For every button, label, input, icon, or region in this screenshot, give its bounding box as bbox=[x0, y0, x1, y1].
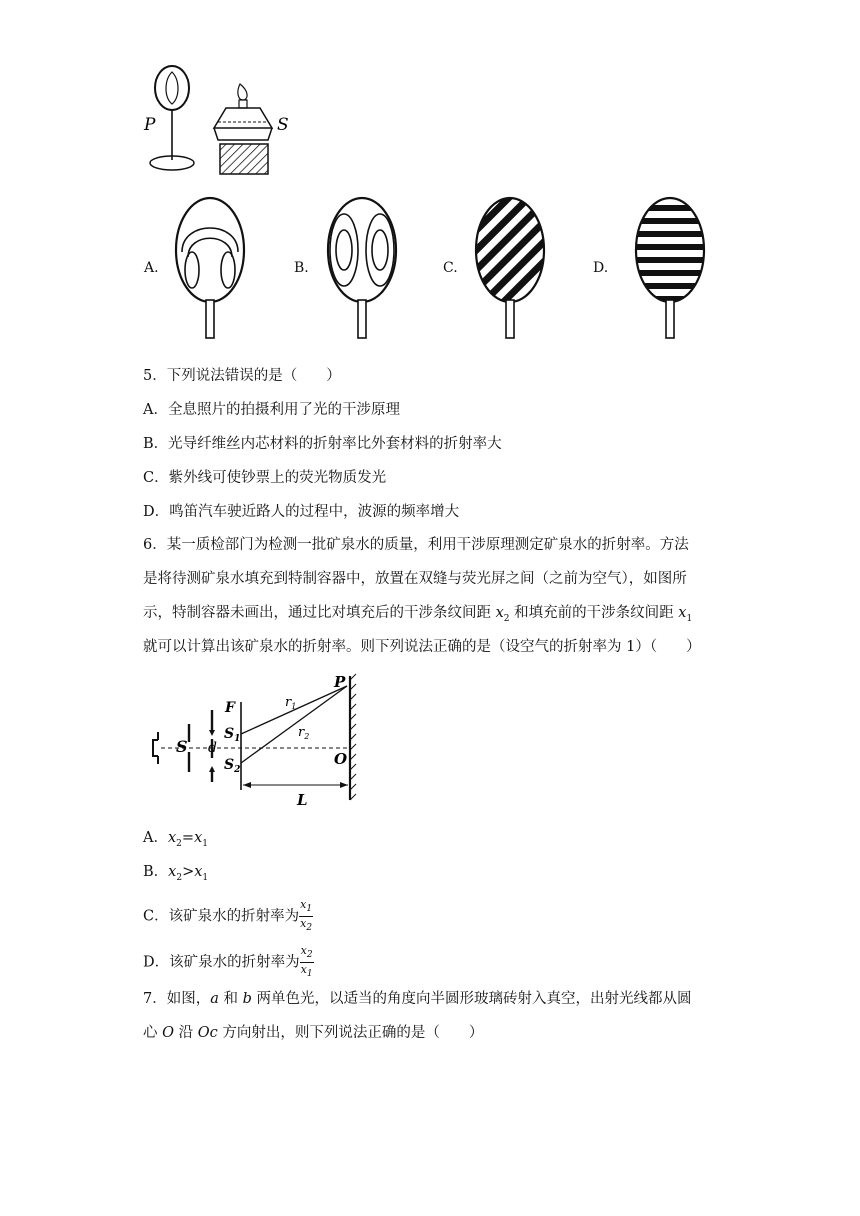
screen-and-lamp-figure bbox=[140, 60, 300, 180]
q5-option-a: A．全息照片的拍摄利用了光的干涉原理 bbox=[143, 402, 400, 418]
label-p: P bbox=[144, 115, 156, 135]
option-d-figure bbox=[630, 192, 710, 342]
q5-option-b: B．光导纤维丝内芯材料的折射率比外套材料的折射率大 bbox=[143, 436, 502, 452]
q6-stem-line3: 示，特制容器未画出，通过比对填充后的干涉条纹间距 $x_2$ 和填充前的干涉条纹间距 $x_1$ bbox=[143, 605, 693, 624]
q5-stem: 5．下列说法错误的是（ ） bbox=[143, 368, 341, 384]
svg-text:O: O bbox=[334, 750, 348, 768]
q5-option-c: C．紫外线可使钞票上的荧光物质发光 bbox=[143, 470, 387, 486]
q7-stem-line1: 7．如图，a 和 b 两单色光，以适当的角度向半圆形玻璃砖射入真空，出射光线都从圆 bbox=[143, 991, 692, 1007]
svg-text:S1: $S_1$ bbox=[224, 726, 241, 744]
lamp-stand bbox=[220, 144, 268, 174]
svg-text:S2: $S_2$ bbox=[224, 757, 241, 775]
flame-image bbox=[166, 72, 178, 104]
svg-text:F: F bbox=[225, 700, 235, 716]
svg-text:S: S bbox=[176, 737, 188, 756]
svg-text:L: L bbox=[297, 791, 308, 809]
svg-text:P: P bbox=[334, 673, 346, 691]
option-b-figure bbox=[322, 192, 402, 342]
option-c-figure bbox=[470, 192, 550, 342]
q5-option-d: D．鸣笛汽车驶近路人的过程中，波源的频率增大 bbox=[143, 504, 460, 520]
q6-stem-line1: 6．某一质检部门为检测一批矿泉水的质量，利用干涉原理测定矿泉水的折射率。方法 bbox=[143, 537, 689, 553]
svg-text:d: d bbox=[208, 740, 217, 756]
option-b-label: B. bbox=[294, 260, 309, 276]
option-d-label: D. bbox=[593, 260, 609, 276]
option-c-label: C. bbox=[443, 260, 458, 276]
option-a-label: A. bbox=[144, 260, 159, 276]
lamp-body bbox=[214, 108, 272, 128]
q6-option-a: A．$x_2=x_1$ bbox=[143, 830, 208, 849]
q6-option-d: D．该矿泉水的折射率为 $\frac{x_2}{x_1}$ bbox=[143, 944, 313, 980]
svg-text:r1: $r_1$ bbox=[285, 695, 297, 711]
lamp-flame bbox=[238, 84, 247, 100]
q7-stem-line2: 心 O 沿 Oc 方向射出，则下列说法正确的是（ ） bbox=[143, 1025, 484, 1041]
q6-stem-line4: 就可以计算出该矿泉水的折射率。则下列说法正确的是（设空气的折射率为 1）（ ） bbox=[143, 639, 701, 655]
svg-text:r2: $r_2$ bbox=[298, 725, 310, 741]
double-slit-figure bbox=[145, 672, 365, 810]
q6-stem-line2: 是将待测矿泉水填充到特制容器中，放置在双缝与荧光屏之间（之前为空气），如图所 bbox=[143, 571, 687, 587]
label-s: S bbox=[277, 115, 289, 135]
q6-option-b: B．$x_2>x_1$ bbox=[143, 864, 209, 883]
option-a-figure bbox=[170, 192, 250, 342]
q6-option-c: C．该矿泉水的折射率为 $\frac{x_1}{x_2}$ bbox=[143, 898, 313, 934]
